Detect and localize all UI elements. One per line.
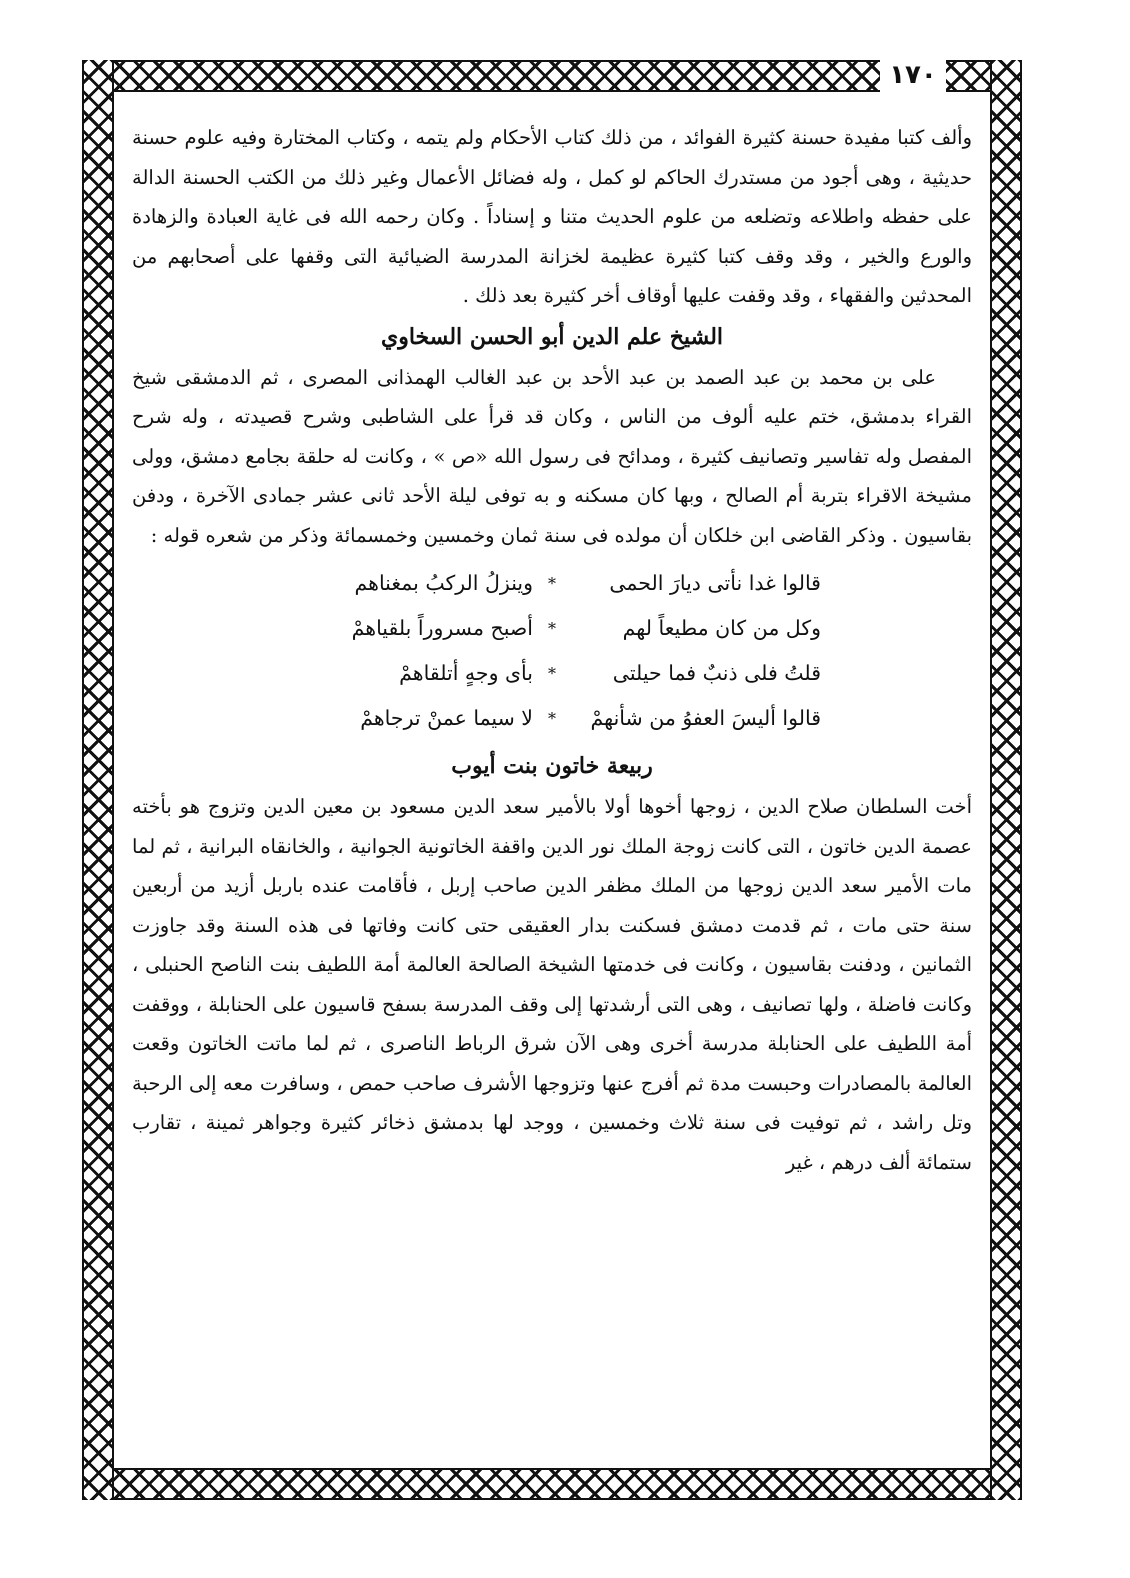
verse-separator-star: *	[548, 708, 556, 728]
paragraph-rabia-khatun: أخت السلطان صلاح الدين ، زوجها أخوها أولا بالأمير سعد الدين مسعود بن معين الدين وتزوج هو بأخته عصمة الدين خاتون ، التى كانت زوجة الملك نور الدين واقفة الخاتونية الجوانية ، والخانقاه البرانية ، ثم لما مات الأمير سعد الدين زوجها من الملك مظفر الدين صاحب إربل ، فأقامت عنده باربل أزيد من أربعين سنة حتى مات ، ثم قدمت دمشق فسكنت بدار العقيقى حتى كانت وفاتها فى هذه السنة وقد جاوزت الثمانين ، ودفنت بقاسيون ، وكانت فى خدمتها الشيخة الصالحة العالمة أمة اللطيف بنت الناصح الحنبلى ، وكانت فاضلة ، ولها تصانيف ، وهى التى أرشدتها إلى وقف المدرسة بسفح قاسيون على الحنابلة ، ووقفت أمة اللطيف على الحنابلة مدرسة أخرى وهى الآن شرق الرباط الناصرى ، ثم لما ماتت الخاتون وقعت العالمة بالمصادرات وحبست مدة ثم أفرج عنها وتزوجها الأشرف صاحب حمص ، وسافرت معه إلى الرحبة وتل راشد ، ثم توفيت فى سنة ثلاث وخمسين ، ووجد لها بدمشق ذخائر كثيرة وجواهر ثمينة ، تقارب ستمائة ألف درهم ، غير	[132, 795, 972, 1174]
page-body	[132, 118, 972, 1458]
poem-block	[132, 561, 972, 741]
poem-verse	[132, 696, 972, 741]
biography-heading-rabia-khatun: ربيعة خاتون بنت أيوب	[451, 753, 653, 779]
verse-first-hemistich: قالوا غدا نأتى ديارَ الحمى	[609, 570, 821, 595]
border-left-ornament	[82, 60, 114, 1500]
border-right-ornament	[990, 60, 1022, 1500]
border-bottom-ornament	[82, 1468, 1022, 1500]
verse-first-hemistich: قلتُ فلى ذنبٌ فما حيلتى	[612, 660, 821, 685]
verse-first-hemistich: وكل من كان مطيعاً لهم	[622, 615, 821, 640]
verse-separator-star: *	[548, 618, 556, 638]
verse-separator-star: *	[548, 663, 556, 683]
verse-second-hemistich: أصبح مسروراً بلقياهمْ	[351, 615, 533, 640]
verse-second-hemistich: لا سيما عمنْ ترجاهمْ	[360, 705, 533, 730]
verse-separator-star: *	[548, 573, 556, 593]
poem-verse	[132, 606, 972, 651]
poem-verse	[132, 651, 972, 696]
poem-verse	[132, 561, 972, 606]
page-number: ١٧٠	[880, 58, 946, 92]
verse-second-hemistich: وينزلُ الركبُ بمغناهم	[354, 570, 533, 595]
verse-second-hemistich: بأى وجهٍ أتلقاهمْ	[399, 660, 533, 685]
paragraph-sakhawi: على بن محمد بن عبد الصمد بن عبد الأحد بن عبد الغالب الهمذانى المصرى ، ثم الدمشقى شيخ القراء بدمشق، ختم عليه ألوف من الناس ، وكان قد قرأ على الشاطبى وشرح قصيدته ، وله شرح المفصل وله تفاسير وتصانيف كثيرة ، ومدائح فى رسول الله «ص » ، وكانت له حلقة بجامع دمشق، وولى مشيخة الاقراء بتربة أم الصالح ، وبها كان مسكنه و به توفى ليلة الأحد ثانى عشر جمادى الآخرة ، ودفن بقاسيون . وذكر القاضى ابن خلكان أن مولده فى سنة ثمان وخمسين وخمسمائة وذكر من شعره قوله :	[132, 365, 972, 547]
verse-first-hemistich: قالوا أليسَ العفوُ من شأنهمْ	[590, 705, 821, 730]
biography-heading-sakhawi: الشيخ علم الدين أبو الحسن السخاوي	[380, 323, 724, 350]
paragraph-hafiz-diya: وألف كتبا مفيدة حسنة كثيرة الفوائد ، من ذلك كتاب الأحكام ولم يتمه ، وكتاب المختارة وفيه علوم حسنة حديثية ، وهى أجود من مستدرك الحاكم لو كمل ، وله فضائل الأعمال وغير ذلك من الكتب الحسنة الدالة على حفظه واطلاعه وتضلعه من علوم الحديث متنا و إسناداً . وكان رحمه الله فى غاية العبادة والزهادة والورع والخير ، وقد وقف كتبا كثيرة عظيمة لخزانة المدرسة الضيائية التى وقفها على أصحابهم من المحدثين والفقهاء ، وقد وقفت عليها أوقاف أخر كثيرة بعد ذلك .	[132, 126, 972, 307]
